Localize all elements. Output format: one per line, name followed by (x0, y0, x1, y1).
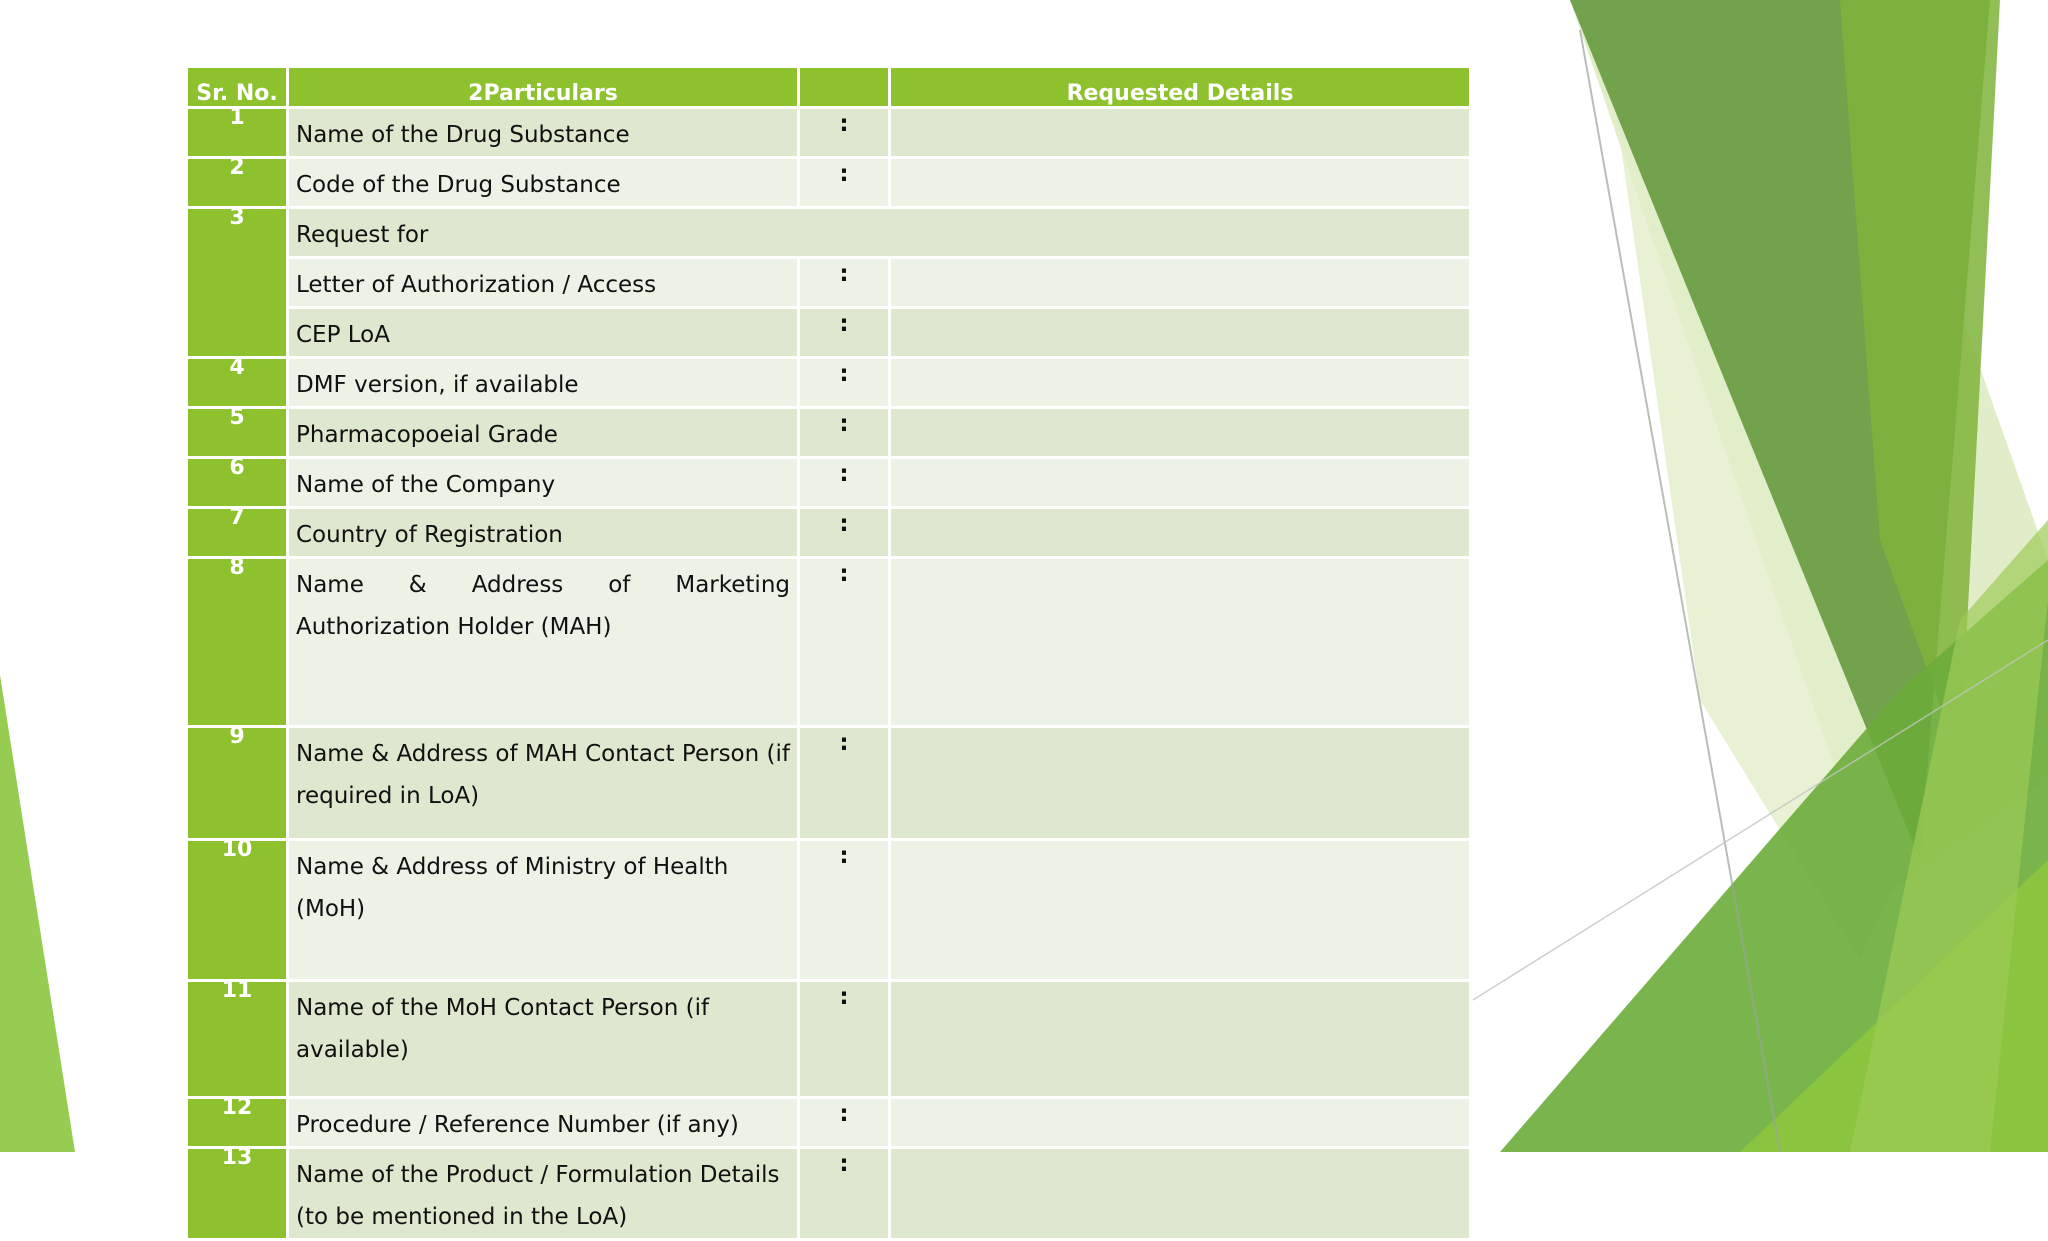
row-particular-section: Request for (289, 209, 1469, 256)
right-facet-bright (1740, 860, 2048, 1152)
table-row (188, 409, 1469, 456)
row-value-field[interactable] (891, 841, 1469, 979)
row-particular: Name of the Company (289, 459, 797, 506)
row-colon: : (800, 1149, 888, 1238)
row-value-field[interactable] (891, 509, 1469, 556)
table-row (188, 982, 1469, 1096)
row-particular: Procedure / Reference Number (if any) (289, 1099, 797, 1146)
row-particular: Name of the MoH Contact Person (if available) (289, 982, 797, 1096)
row-value-field[interactable] (891, 559, 1469, 725)
header-separator (800, 68, 888, 106)
row-colon: : (800, 459, 888, 506)
row-value-field[interactable] (891, 728, 1469, 838)
row-number: 2 (188, 159, 286, 206)
row-colon: : (800, 309, 888, 356)
table-row (188, 841, 1469, 979)
row-particular: Name of the Product / Formulation Details (to be mentioned in the LoA) (289, 1149, 797, 1238)
row-number: 5 (188, 409, 286, 456)
row-colon: : (800, 409, 888, 456)
right-facet-mid (1840, 0, 2000, 760)
row-value-field[interactable] (891, 1149, 1469, 1238)
row-number: 9 (188, 728, 286, 838)
table-row (188, 309, 1469, 356)
table-row (188, 1149, 1469, 1238)
right-facet-light (1570, 0, 2048, 900)
row-particular: Name of the Drug Substance (289, 109, 797, 156)
table-row (188, 359, 1469, 406)
row-number: 3 (188, 209, 286, 356)
row-colon: : (800, 841, 888, 979)
row-particular: Name & Address of Ministry of Health (MoH) (289, 841, 797, 979)
row-colon: : (800, 982, 888, 1096)
row-value-field[interactable] (891, 359, 1469, 406)
table-row (188, 559, 1469, 725)
row-particular: Letter of Authorization / Access (289, 259, 797, 306)
row-number: 1 (188, 109, 286, 156)
table-row (188, 159, 1469, 206)
row-particular: Name & Address of MAH Contact Person (if required in LoA) (289, 728, 797, 838)
row-value-field[interactable] (891, 459, 1469, 506)
row-colon: : (800, 109, 888, 156)
right-facet-pale (1620, 140, 1960, 960)
left-edge-shape (0, 675, 75, 1152)
row-particular: Name & Address of Marketing Authorization Holder (MAH) (289, 559, 797, 725)
header-particulars: 2Particulars (289, 68, 797, 106)
right-facet-strip (1850, 520, 2048, 1152)
row-number: 11 (188, 982, 286, 1096)
table-row (188, 209, 1469, 256)
row-value-field[interactable] (891, 1099, 1469, 1146)
table-row (188, 459, 1469, 506)
loa-request-form-table (185, 65, 1472, 1241)
row-number: 4 (188, 359, 286, 406)
row-value-field[interactable] (891, 109, 1469, 156)
row-particular: Country of Registration (289, 509, 797, 556)
row-colon: : (800, 159, 888, 206)
row-number: 13 (188, 1149, 286, 1238)
right-facet-dark (1570, 0, 1990, 860)
row-value-field[interactable] (891, 309, 1469, 356)
row-value-field[interactable] (891, 259, 1469, 306)
table-row (188, 259, 1469, 306)
right-facet-bottom (1500, 560, 2048, 1152)
header-sr-no: Sr. No. (188, 68, 286, 106)
row-colon: : (800, 259, 888, 306)
row-number: 8 (188, 559, 286, 725)
thin-line-2 (1473, 640, 2048, 1000)
row-number: 6 (188, 459, 286, 506)
table-header-row (188, 68, 1469, 106)
row-value-field[interactable] (891, 159, 1469, 206)
row-number: 7 (188, 509, 286, 556)
header-requested-details: Requested Details (891, 68, 1469, 106)
table-row (188, 1099, 1469, 1146)
row-number: 10 (188, 841, 286, 979)
table-row (188, 728, 1469, 838)
row-colon: : (800, 1099, 888, 1146)
row-particular: Pharmacopoeial Grade (289, 409, 797, 456)
row-particular: CEP LoA (289, 309, 797, 356)
table-row (188, 509, 1469, 556)
row-value-field[interactable] (891, 982, 1469, 1096)
row-particular: DMF version, if available (289, 359, 797, 406)
table-row (188, 109, 1469, 156)
row-value-field[interactable] (891, 409, 1469, 456)
row-number: 12 (188, 1099, 286, 1146)
row-particular: Code of the Drug Substance (289, 159, 797, 206)
row-colon: : (800, 509, 888, 556)
thin-line-1 (1580, 30, 1780, 1152)
row-colon: : (800, 559, 888, 725)
row-colon: : (800, 728, 888, 838)
row-colon: : (800, 359, 888, 406)
